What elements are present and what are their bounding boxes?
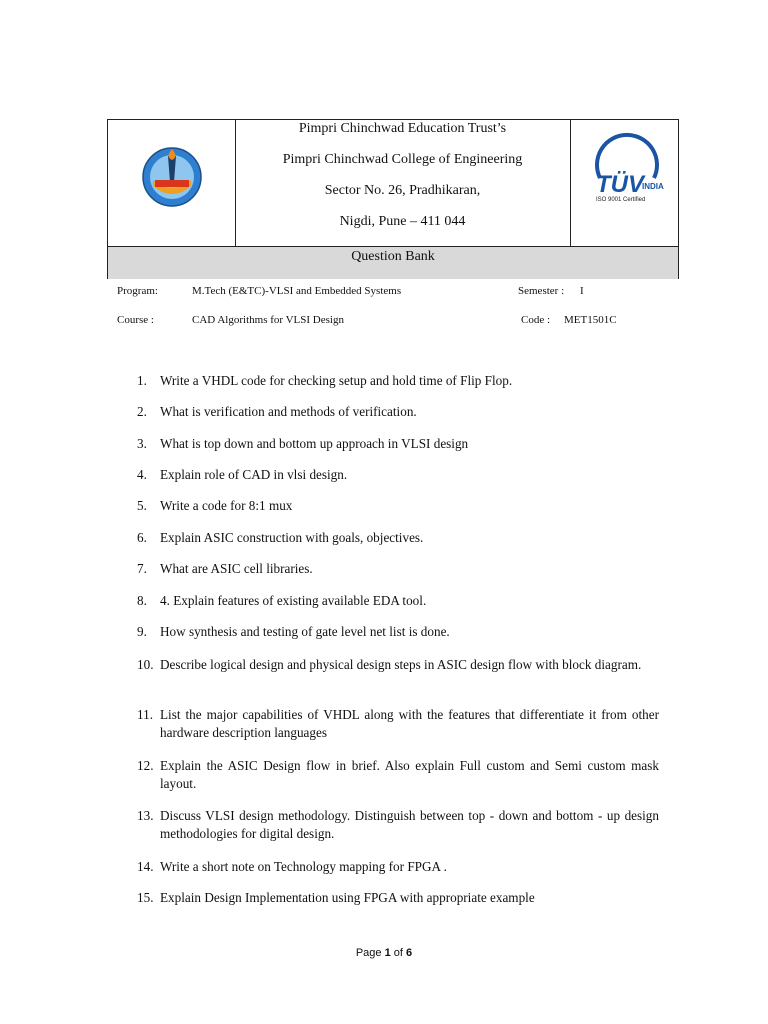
- question-item: [137, 858, 659, 876]
- pccoe-logo-icon: [141, 144, 203, 210]
- question-text: Describe logical design and physical design steps in ASIC design flow with block diagram.: [160, 657, 642, 672]
- question-item: [137, 656, 659, 674]
- question-text: List the major capabilities of VHDL along with the features that differentiate it from other hardware description languages: [160, 707, 659, 740]
- page-current: 1: [384, 947, 391, 959]
- question-item: [137, 757, 659, 793]
- question-item: [137, 807, 659, 843]
- question-text: What is verification and methods of verification.: [160, 404, 417, 419]
- question-number: 7.: [137, 561, 147, 576]
- question-text: Write a short note on Technology mapping for FPGA .: [160, 859, 447, 874]
- question-number: 4.: [137, 467, 147, 482]
- semester-value: I: [580, 285, 584, 297]
- college-logo-cell: [108, 120, 236, 246]
- certification-cell: [570, 120, 678, 246]
- question-number: 10.: [137, 657, 154, 672]
- question-item: [137, 706, 659, 742]
- question-number: 11.: [137, 707, 153, 722]
- page-prefix: Page: [355, 947, 385, 959]
- question-text: Explain role of CAD in vlsi design.: [160, 467, 348, 482]
- program-label: Program:: [117, 285, 158, 297]
- code-value: MET1501C: [564, 314, 617, 326]
- svg-text:TÜV: TÜV: [596, 171, 644, 198]
- question-number: 15.: [137, 890, 154, 905]
- institution-address: [235, 120, 571, 246]
- svg-text:INDIA: INDIA: [642, 182, 664, 191]
- page-sep: of: [390, 947, 407, 959]
- city-line: Nigdi, Pune – 411 044: [339, 214, 466, 229]
- question-item: [137, 466, 659, 484]
- question-number: 12.: [137, 758, 154, 773]
- question-text: Write a VHDL code for checking setup and hold time of Flip Flop.: [160, 373, 513, 388]
- trust-name: Pimpri Chinchwad Education Trust’s: [298, 121, 507, 136]
- question-number: 13.: [137, 808, 154, 823]
- svg-text:ISO 9001 Certified: ISO 9001 Certified: [596, 197, 646, 202]
- question-item: [137, 497, 659, 515]
- course-label: Course :: [117, 314, 154, 326]
- question-item: [137, 560, 659, 578]
- course-value: CAD Algorithms for VLSI Design: [192, 314, 344, 326]
- question-item: [137, 889, 659, 907]
- header-table: [107, 119, 679, 279]
- question-text: How synthesis and testing of gate level net list is done.: [160, 624, 450, 639]
- address-line: Sector No. 26, Pradhikaran,: [324, 183, 481, 198]
- page-footer: [0, 947, 768, 959]
- code-label: Code :: [521, 314, 551, 326]
- program-value: M.Tech (E&TC)-VLSI and Embedded Systems: [192, 285, 402, 297]
- question-bank-title: Question Bank: [351, 249, 435, 264]
- question-text: What is top down and bottom up approach in VLSI design: [160, 436, 469, 451]
- question-number: 8.: [137, 593, 147, 608]
- question-number: 2.: [137, 404, 147, 419]
- question-item: [137, 529, 659, 547]
- question-item: [137, 623, 659, 641]
- question-text: Discuss VLSI design methodology. Distinguish between top - down and bottom - up design methodologies for digital design.: [160, 808, 659, 841]
- question-number: 3.: [137, 436, 147, 451]
- college-name: Pimpri Chinchwad College of Engineering: [282, 152, 523, 167]
- question-bank-band: [108, 246, 678, 279]
- question-text: 4. Explain features of existing available EDA tool.: [160, 593, 427, 608]
- question-number: 5.: [137, 498, 147, 513]
- page-total: 6: [406, 947, 413, 959]
- question-text: What are ASIC cell libraries.: [160, 561, 313, 576]
- question-item: [137, 403, 659, 421]
- question-item: [137, 592, 659, 610]
- question-text: Explain the ASIC Design flow in brief. Also explain Full custom and Semi custom mask layout.: [160, 758, 659, 791]
- question-number: 1.: [137, 373, 147, 388]
- question-item: [137, 372, 659, 390]
- question-item: [137, 435, 659, 453]
- question-text: Explain ASIC construction with goals, objectives.: [160, 530, 424, 545]
- question-text: Explain Design Implementation using FPGA with appropriate example: [160, 890, 535, 905]
- tuv-logo-icon: [582, 132, 672, 202]
- question-text: Write a code for 8:1 mux: [160, 498, 293, 513]
- question-number: 14.: [137, 859, 154, 874]
- question-number: 9.: [137, 624, 147, 639]
- semester-label: Semester :: [518, 285, 565, 297]
- question-number: 6.: [137, 530, 147, 545]
